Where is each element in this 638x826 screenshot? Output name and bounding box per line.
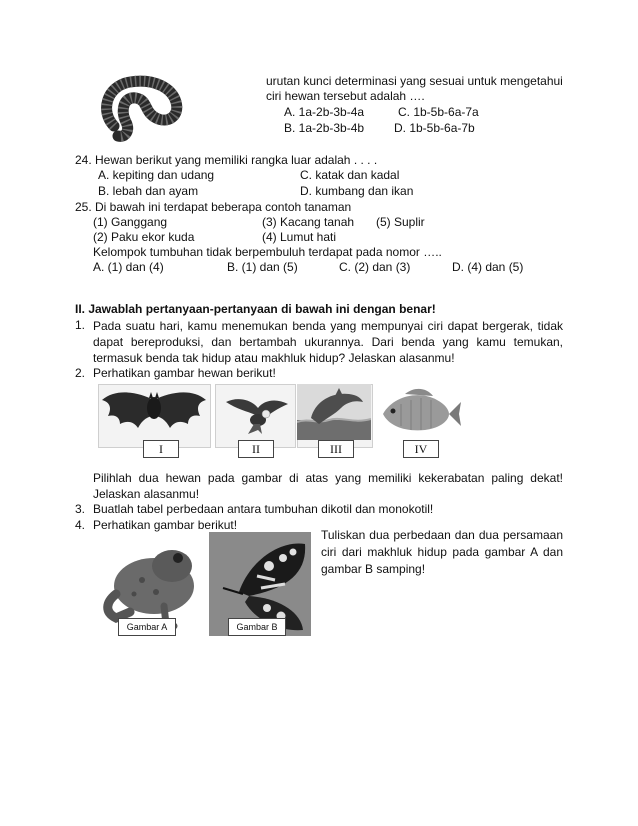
q23-option-d: D. 1b-5b-6a-7b — [394, 121, 475, 135]
q23-line2: ciri hewan tersebut adalah …. — [266, 89, 425, 103]
dolphin-image — [297, 384, 371, 440]
section-heading: II. Jawablah pertanyaan-pertanyaan di bawah ini dengan benar! — [75, 302, 436, 316]
q23-option-b: B. 1a-2b-3b-4b — [284, 121, 365, 135]
caption-gambar-b: Gambar B — [228, 618, 286, 636]
animal-label-3: III — [318, 440, 354, 458]
q25-option-b: B. (1) dan (5) — [227, 260, 298, 274]
animal-label-4: IV — [403, 440, 439, 458]
animal-label-2: II — [238, 440, 274, 458]
q25-plant-5: (5) Suplir — [376, 215, 425, 229]
q23-option-c: C. 1b-5b-6a-7a — [398, 105, 479, 119]
q24-question: 24. Hewan berikut yang memiliki rangka luar adalah . . . . — [75, 153, 378, 167]
q24-option-c: C. katak dan kadal — [300, 168, 400, 182]
millipede-image — [92, 72, 184, 146]
caption-gambar-a: Gambar A — [118, 618, 176, 636]
q25-plant-1: (1) Ganggang — [93, 215, 168, 229]
q4-side-text: Tuliskan dua perbedaan dan dua persamaan ciri dari makhluk hidup pada gambar A dan gambar B samping! — [321, 528, 563, 576]
q25-option-c: C. (2) dan (3) — [339, 260, 411, 274]
q4-number: 4. — [75, 518, 86, 532]
q25-plant-4: (4) Lumut hati — [262, 230, 337, 244]
q23-line1: urutan kunci determinasi yang sesuai untuk mengetahui — [266, 74, 563, 88]
q4-text: Perhatikan gambar berikut! — [93, 518, 238, 532]
q24-option-b: B. lebah dan ayam — [98, 184, 199, 198]
q25-option-a: A. (1) dan (4) — [93, 260, 164, 274]
eagle-image — [218, 388, 292, 440]
q25-plant-2: (2) Paku ekor kuda — [93, 230, 195, 244]
q25-ask: Kelompok tumbuhan tidak berpembuluh terdapat pada nomor ….. — [93, 245, 442, 259]
q25-option-d: D. (4) dan (5) — [452, 260, 524, 274]
q1-text: Pada suatu hari, kamu menemukan benda yang mempunyai ciri dapat bergerak, tidak dapat bereproduksi, dan bertambah ukurannya. Dari benda yang kamu temukan, termasuk benda tak hidup atau makhluk hidup? Jelaskan alasanmu! — [93, 319, 563, 365]
fish-image — [375, 384, 461, 442]
animal-label-1: I — [143, 440, 179, 458]
q3-number: 3. — [75, 502, 86, 516]
q24-option-a: A. kepiting dan udang — [98, 168, 215, 182]
q25-question: 25. Di bawah ini terdapat beberapa contoh tanaman — [75, 200, 352, 214]
q3-text: Buatlah tabel perbedaan antara tumbuhan dikotil dan monokotil! — [93, 502, 434, 516]
q2-text: Perhatikan gambar hewan berikut! — [93, 366, 276, 380]
bat-image — [98, 386, 210, 442]
q1-number: 1. — [75, 318, 86, 332]
q2-follow: Pilihlah dua hewan pada gambar di atas yang memiliki kekerabatan paling dekat! Jelaskan alasanmu! — [93, 471, 563, 501]
q25-plant-3: (3) Kacang tanah — [262, 215, 355, 229]
q23-option-a: A. 1a-2b-3b-4a — [284, 105, 365, 119]
q2-number: 2. — [75, 366, 86, 380]
q24-option-d: D. kumbang dan ikan — [300, 184, 414, 198]
